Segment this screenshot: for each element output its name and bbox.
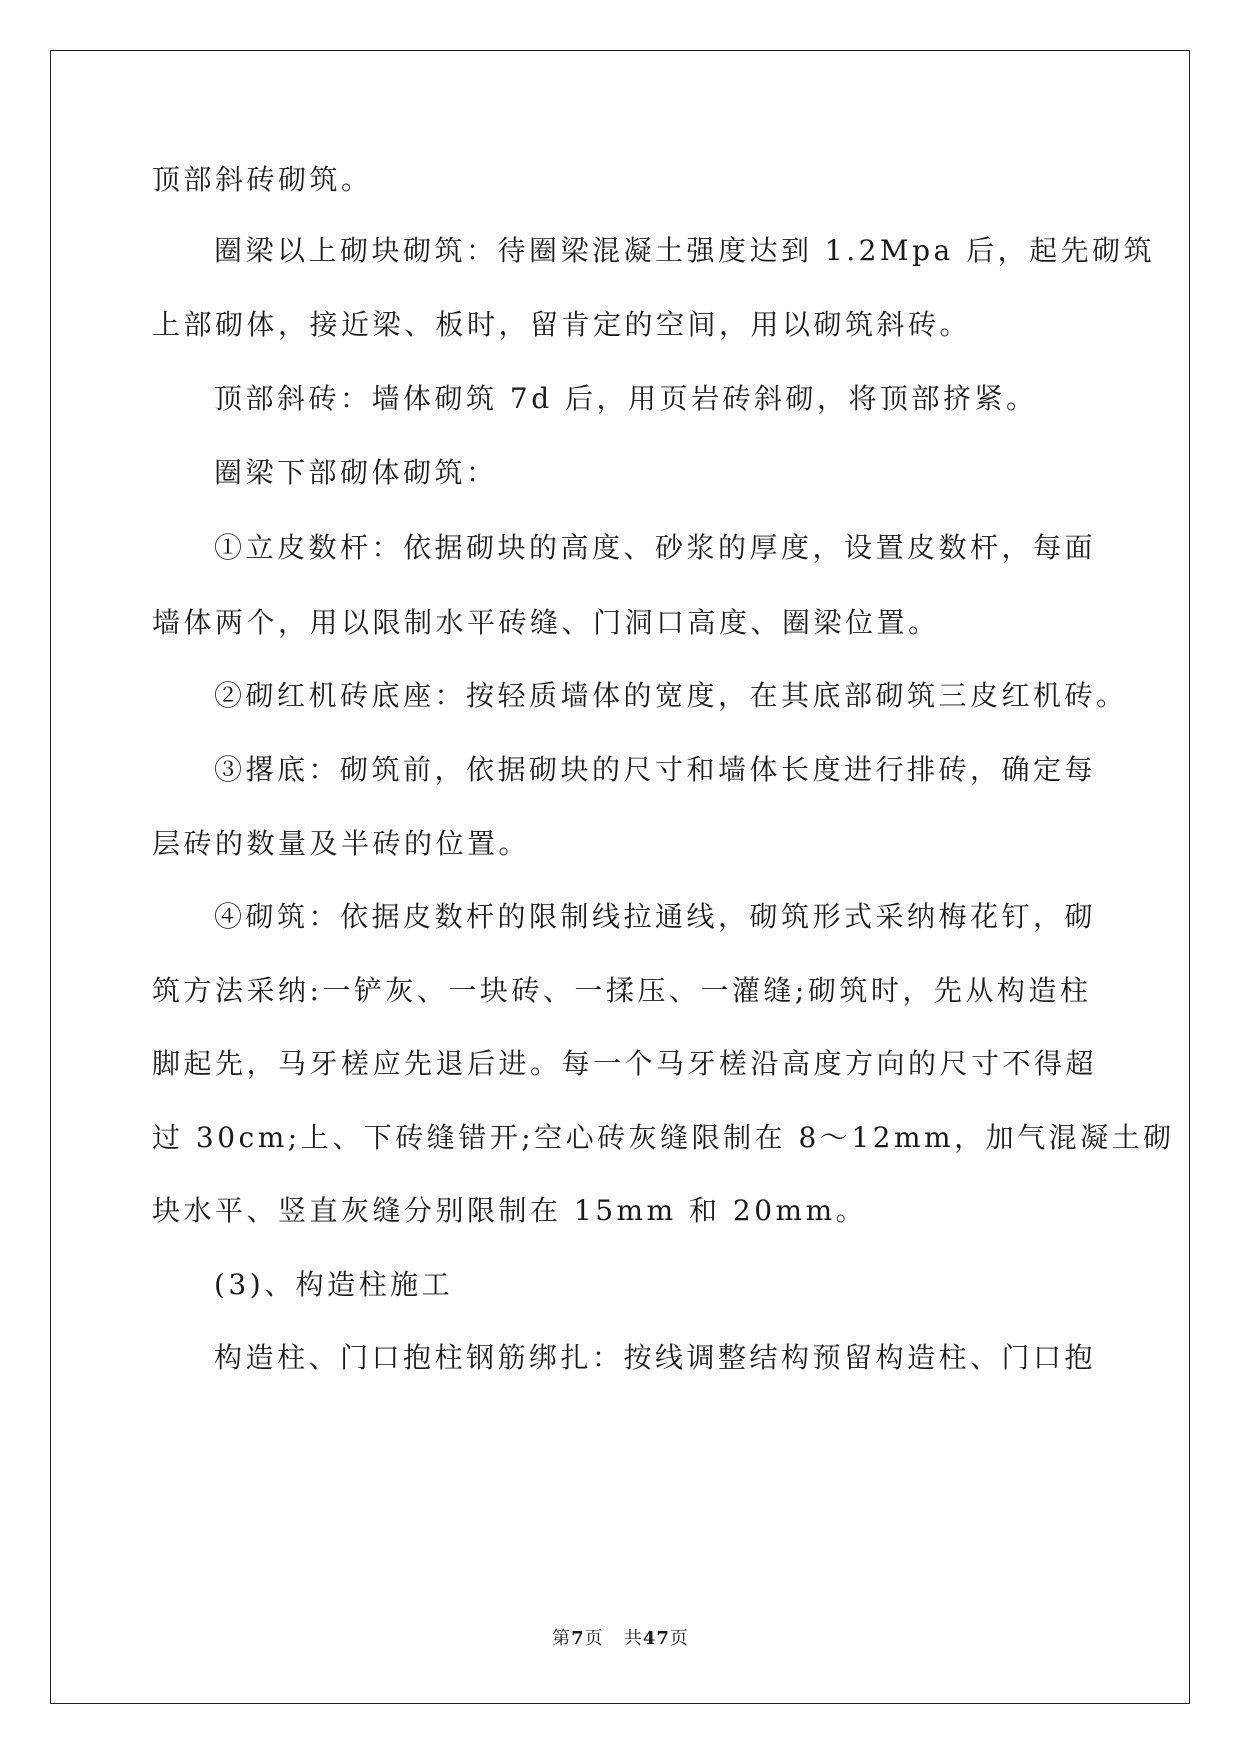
text-line: 上部砌体，接近梁、板时，留肯定的空间，用以砌筑斜砖。 [152,308,972,341]
text-line: 墙体两个，用以限制水平砖缝、门洞口高度、圈梁位置。 [152,606,940,639]
paragraph-line: ④砌筑：依据皮数杆的限制线拉通线，砌筑形式采纳梅花钉，砌 [214,900,1097,933]
paragraph-line: 圈梁下部砌体砌筑： [214,456,498,489]
text-line: 脚起先，马牙槎应先退后进。每一个马牙槎沿高度方向的尺寸不得超 [152,1047,1098,1080]
text-line: 层砖的数量及半砖的位置。 [152,827,531,860]
text-line: 筑方法采纳:一铲灰、一块砖、一揉压、一灌缝;砌筑时，先从构造柱 [152,974,1092,1007]
page-border [50,50,1190,1704]
footer-total-prefix: 共 [623,1628,643,1649]
paragraph-line: ①立皮数杆：依据砌块的高度、砂浆的厚度，设置皮数杆，每面 [214,531,1097,564]
footer-total-unit: 页 [669,1628,689,1649]
section-heading: (3)、构造柱施工 [214,1268,454,1301]
footer-prefix: 第 [552,1628,572,1649]
text-line: 块水平、竖直灰缝分别限制在 15mm 和 20mm。 [152,1194,868,1227]
paragraph-line: ③撂底：砌筑前，依据砌块的尺寸和墙体长度进行排砖，确定每 [214,753,1097,786]
footer-page-unit: 页 [584,1628,604,1649]
text-line: 过 30cm;上、下砖缝错开;空心砖灰缝限制在 8～12mm，加气混凝土砌 [152,1121,1175,1154]
paragraph-line: ②砌红机砖底座：按轻质墙体的宽度，在其底部砌筑三皮红机砖。 [214,679,1128,712]
paragraph-line: 顶部斜砖：墙体砌筑 7d 后，用页岩砖斜砌，将顶部挤紧。 [214,382,1038,415]
total-page-count: 47 [642,1628,670,1649]
text-line: 顶部斜砖砌筑。 [152,163,373,196]
paragraph-line: 圈梁以上砌块砌筑：待圈梁混凝土强度达到 1.2Mpa 后，起先砌筑 [214,234,1156,267]
current-page-number: 7 [571,1628,585,1649]
page-footer [0,1628,1241,1650]
paragraph-line: 构造柱、门口抱柱钢筋绑扎：按线调整结构预留构造柱、门口抱 [214,1341,1097,1374]
